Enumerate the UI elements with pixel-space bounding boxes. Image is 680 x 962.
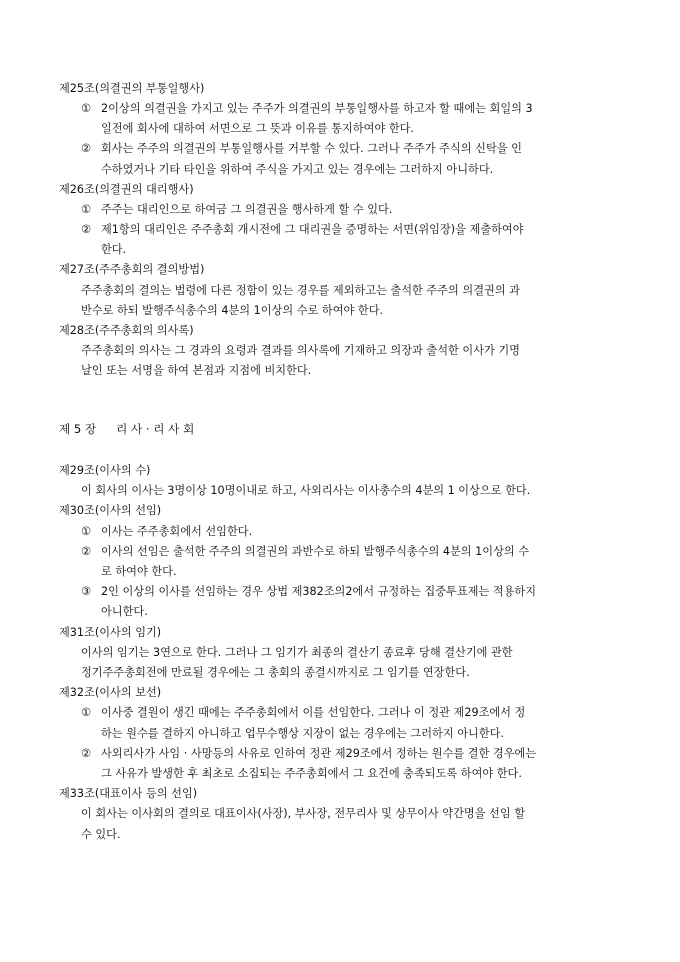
article-item [81, 221, 524, 239]
item-text: 이사의 선임은 출석한 주주의 의결권의 과반수로 하되 발행주식총수의 4분의 1이상의 수 [101, 544, 530, 558]
item-text-continued: 한다. [101, 243, 127, 257]
item-number: ③ [81, 585, 92, 599]
chapter-heading [59, 420, 194, 438]
item-text: 2인 이상의 이사를 선임하는 경우 상법 제382조의2에서 규정하는 집중투표제는 적용하지 [101, 585, 537, 599]
article-body-line: 정기주주총회전에 만료될 경우에는 그 총회의 종결시까지로 그 임기를 연장한다. [81, 666, 470, 679]
item-text-continued: 하는 원수를 결하지 아니하고 업무수행상 지장이 없는 경우에는 그러하지 아니한다. [101, 726, 505, 740]
item-text-continued: 아니한다. [101, 605, 148, 619]
article-body-line: 주주총회의 의사는 그 경과의 요령과 결과를 의사록에 기재하고 의장과 출석한 이사가 기명 [81, 343, 520, 357]
article-heading: 제32조(이사의 보선) [59, 686, 162, 700]
chapter-title: 리 사 · 리 사 회 [116, 422, 195, 436]
article-heading: 제30조(이사의 선임) [59, 504, 162, 518]
item-number: ② [81, 544, 92, 558]
item-number: ① [81, 202, 92, 216]
article-body-line: 이 회사의 이사는 3명이상 10명이내로 하고, 사외리사는 이사총수의 4분의 1 이상으로 한다. [81, 484, 531, 498]
item-text: 회사는 주주의 의결권의 부통일행사를 거부할 수 있다. 그러나 주주가 주식의 신탁을 인 [101, 142, 522, 156]
article-item [81, 201, 392, 219]
item-number: ① [81, 706, 92, 720]
item-text: 2이상의 의결권을 가지고 있는 주주가 의결권의 부통일행사를 하고자 할 때에는 회일의 3 [101, 102, 533, 116]
item-text-continued: 그 사유가 발생한 후 최초로 소집되는 주주총회에서 그 요건에 충족되도록 하여야 한다. [101, 767, 522, 780]
article-body-line: 이 회사는 이사회의 결의로 대표이사(사장), 부사장, 전무리사 및 상무이사 약간명을 선임 할 [81, 807, 526, 821]
article-item [81, 704, 525, 722]
article-item [81, 543, 529, 561]
item-text-continued: 로 하여야 한다. [101, 565, 177, 578]
article-body-line: 주주총회의 결의는 법령에 다른 정함이 있는 경우를 제외하고는 출석한 주주의 의결권의 과 [81, 283, 520, 297]
item-text-continued: 수하였거나 기타 타인을 위하여 주식을 가지고 있는 경우에는 그러하지 아니하다. [101, 162, 494, 176]
article-heading: 제33조(대표이사 등의 선임) [59, 787, 198, 801]
item-number: ② [81, 142, 92, 156]
item-text: 주주는 대리인으로 하여금 그 의결권을 행사하게 할 수 있다. [101, 202, 393, 216]
article-item [81, 523, 252, 541]
item-text-continued: 일전에 회사에 대하여 서면으로 그 뜻과 이유를 통지하여야 한다. [101, 122, 414, 136]
article-heading: 제25조(의결권의 부통일행사) [59, 82, 205, 95]
article-heading: 제29조(이사의 수) [59, 464, 151, 477]
item-number: ② [81, 746, 92, 760]
item-number: ① [81, 524, 92, 538]
article-body-line: 이사의 임기는 3연으로 한다. 그러나 그 임기가 최종의 결산기 종료후 당해 결산기에 관한 [81, 645, 513, 659]
article-heading: 제27조(주주총회의 결의방법) [59, 263, 205, 277]
article-item [81, 745, 536, 763]
item-text: 이사중 결원이 생긴 때에는 주주총회에서 이를 선임한다. 그러나 이 정관 제29조에서 정 [101, 706, 526, 720]
article-item [81, 100, 533, 118]
article-body-line: 반수로 하되 발행주식총수의 4분의 1이상의 수로 하여야 한다. [81, 303, 384, 317]
chapter-number: 제 5 장 [59, 422, 97, 436]
article-body-line: 날인 또는 서명을 하여 본점과 지점에 비치한다. [81, 364, 312, 378]
item-text: 사외리사가 사임 · 사망등의 사유로 인하여 정관 제29조에서 정하는 원수를 결한 경우에는 [101, 746, 537, 760]
article-heading: 제28조(주주총회의 의사록) [59, 323, 194, 337]
article-heading: 제31조(이사의 임기) [59, 625, 162, 639]
article-heading: 제26조(의결권의 대리행사) [59, 182, 194, 196]
article-item [81, 140, 522, 158]
item-number: ① [81, 102, 92, 116]
article-body-line: 수 있다. [81, 827, 121, 841]
article-item [81, 583, 536, 601]
item-text: 이사는 주주총회에서 선임한다. [101, 524, 253, 538]
item-number: ② [81, 223, 92, 237]
item-text: 제1항의 대리인은 주주총회 개시전에 그 대리권을 증명하는 서면(위임장)을 제출하여야 [101, 223, 524, 237]
